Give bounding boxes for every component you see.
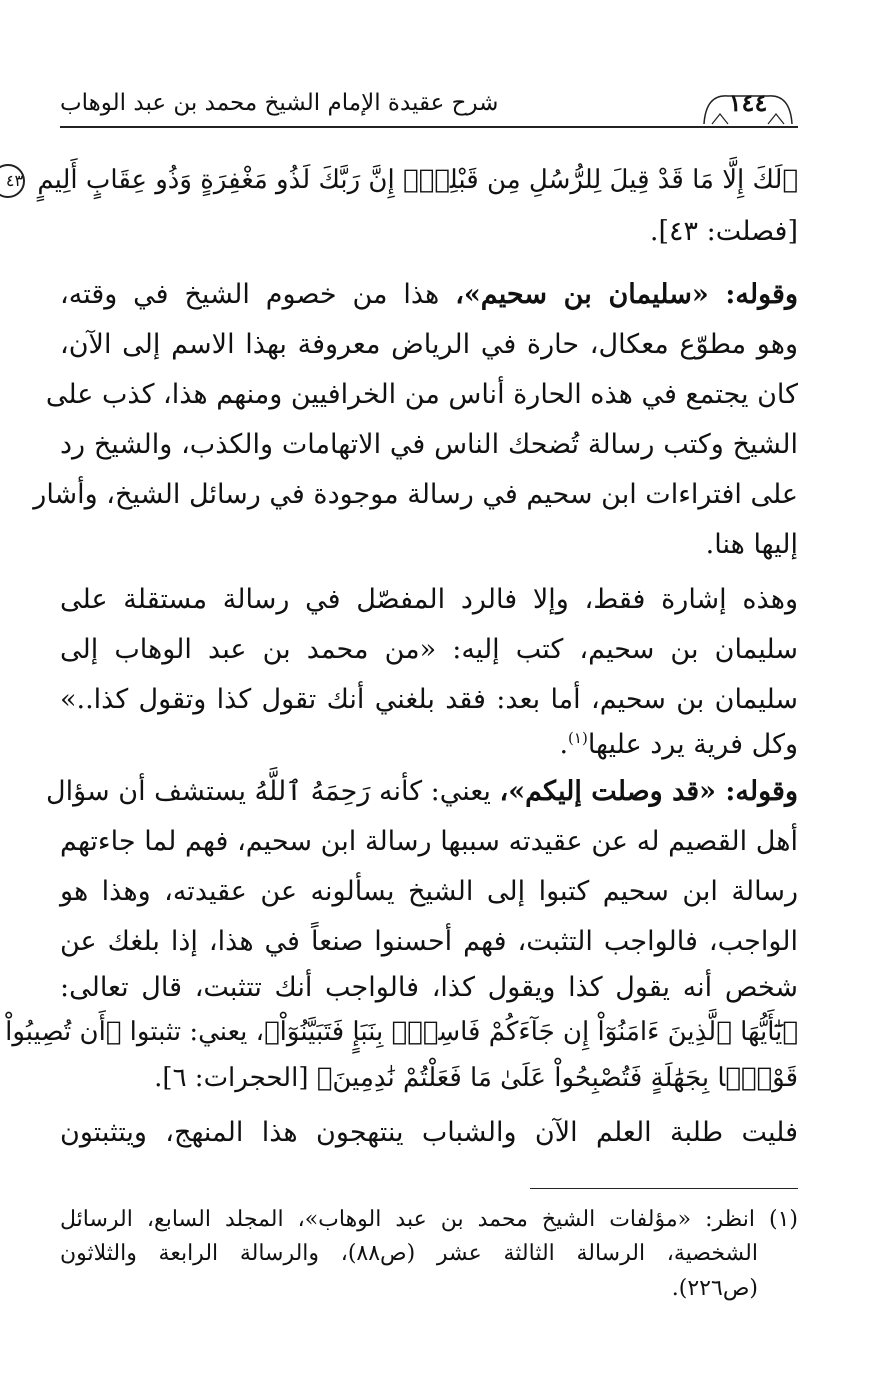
paragraph-3-line-4: الواجب، فالواجب التثبت، فهم أحسنوا صنعاً في هذا، إذا بلغك عن [60, 926, 799, 957]
page-number: ١٤٤ [728, 88, 768, 117]
paragraph-2-line-1: وهذه إشارة فقط، وإلا فالرد المفصّل في رسالة مستقلة على [60, 584, 798, 615]
paragraph-1-line-5: على افتراءات ابن سحيم في رسالة موجودة في رسائل الشيخ، وأشار [33, 479, 798, 510]
paragraph-3-line-7: قَوْمًۢا بِجَهَٰلَةٍ فَتُصْبِحُواْ عَلَىٰ مَا فَعَلْتُمْ نَٰدِمِينَ﴾ [الحجرات: ٦]. [154, 1063, 798, 1093]
footnote-reference[interactable]: (١) [568, 729, 588, 747]
paragraph-3-line-2: أهل القصيم له عن عقيدته سببها رسالة ابن سحيم، فهم لما جاءتهم [60, 826, 798, 857]
footnote-divider [530, 1188, 798, 1189]
paragraph-4-line-1: فليت طلبة العلم الآن والشباب ينتهجون هذا المنهج، ويتثبتون [60, 1117, 798, 1148]
paragraph-3-line-3: رسالة ابن سحيم كتبوا إلى الشيخ يسألونه عن عقيدته، وهذا هو [60, 876, 798, 907]
paragraph-1-line-2: وهو مطوّع معكال، حارة في الرياض معروفة بهذا الاسم إلى الآن، [60, 329, 798, 360]
text-run: هذا من خصوم الشيخ في وقته، [60, 279, 440, 310]
paragraph-2-line-3: سليمان بن سحيم، أما بعد: فقد بلغني أنك تقول كذا وتقول كذا..» [60, 684, 798, 715]
footnote-line-1 [60, 1203, 798, 1237]
quran-text: لَكَ إِلَّا مَا قَدْ قِيلَ لِلرُّسُلِ مِن قَبْلِكَۚ إِنَّ رَبَّكَ لَذُو مَغْفِرَةٍ وَذُو عِقَابٍ أَلِيمٍ [37, 165, 783, 195]
footnote-number: (١) [768, 1207, 798, 1232]
footnote-line-3: (ص٢٢٦). [671, 1276, 758, 1301]
header-title: شرح عقيدة الإمام الشيخ محمد بن عبد الوهاب [60, 90, 499, 116]
quran-verse-line: ﴿لَكَ إِلَّا مَا قَدْ قِيلَ لِلرُّسُلِ مِن قَبْلِكَۚ إِنَّ رَبَّكَ لَذُو مَغْفِرَةٍ وَذُو عِقَابٍ أَلِيمٍ ٤٣ [60, 160, 798, 200]
text-run: انظر: «مؤلفات الشيخ محمد بن عبد الوهاب»، المجلد السابع، الرسائل [60, 1207, 755, 1232]
paragraph-1-line-3: كان يجتمع في هذه الحارة أناس من الخرافيين ومنهم هذا، كذب على [45, 379, 798, 410]
text-run: . [559, 729, 569, 760]
paragraph-1-line-1 [60, 275, 798, 315]
paragraph-3-line-1 [45, 772, 798, 812]
paragraph-2-line-2: سليمان بن سحيم، كتب إليه: «من محمد بن عبد الوهاب إلى [60, 634, 798, 665]
paragraph-1-line-6: إليها هنا. [705, 529, 798, 560]
header-divider [60, 126, 798, 128]
footnote-line-2: الشخصية، الرسالة الثالثة عشر (ص٨٨)، والرسالة الرابعة والثلاثون [60, 1241, 758, 1266]
quoted-phrase: وقوله: «قد وصلت إليكم»، [499, 776, 798, 807]
paragraph-2-line-4 [60, 725, 798, 765]
quoted-phrase: وقوله: «سليمان بن سحيم»، [455, 279, 798, 310]
text-run: وكل فرية يرد عليها [587, 729, 798, 760]
paragraph-3-line-5: شخص أنه يقول كذا ويقول كذا، فالواجب أنك تتثبت، قال تعالى: [60, 972, 798, 1003]
page-number-badge [698, 86, 798, 120]
paragraph-1-line-4: الشيخ وكتب رسالة تُضحك الناس في الاتهامات والكذب، والشيخ رد [60, 429, 798, 460]
running-header [60, 86, 798, 126]
text-run: يعني: كأنه رَحِمَهُ ٱللَّهُ يستشف أن سؤال [45, 776, 491, 807]
paragraph-3-line-6: ﴿يَٰٓأَيُّهَا ٱلَّذِينَ ءَامَنُوٓاْ إِن جَآءَكُمْ فَاسِقُۢ بِنَبَإٍ فَتَبَيَّنُوٓاْ﴾، يعني: تثبتوا ﴿أَن تُصِيبُواْ [5, 1017, 798, 1047]
verse-reference: [فصلت: ٤٣]. [649, 216, 798, 247]
ayah-number-marker: ٤٣ [0, 164, 25, 198]
